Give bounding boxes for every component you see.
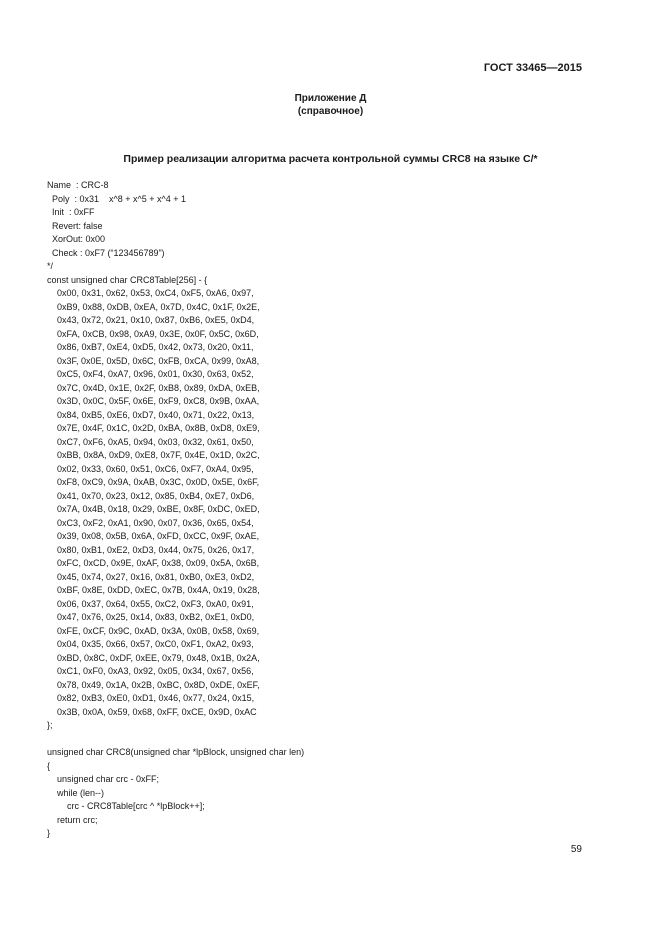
code-params [47,179,304,287]
table-row: 0xFC, 0xCD, 0x9E, 0xAF, 0x38, 0x09, 0x5A, 0x6B, [47,558,260,568]
table-row: 0xBD, 0x8C, 0xDF, 0xEE, 0x79, 0x48, 0x1B, 0x2A, [47,652,260,663]
table-row: 0x00, 0x31, 0x62, 0x53, 0xC4, 0xF5, 0xA6, 0x97, [47,288,254,298]
table-row: 0x3D, 0x0C, 0x5F, 0x6E, 0xF9, 0xC8, 0x9B, 0xAA, [47,396,260,406]
code-line: return crc; [47,814,98,825]
table-row: 0x7C, 0x4D, 0x1E, 0x2F, 0xB8, 0x89, 0xDA, 0xEB, [47,382,260,393]
table-row: 0x84, 0xB5, 0xE6, 0xD7, 0x40, 0x71, 0x22, 0x13, [47,409,255,420]
table-row: 0x3F, 0x0E, 0x5D, 0x6C, 0xFB, 0xCA, 0x99, 0xA8, [47,355,260,366]
code-line: const unsigned char CRC8Table[256] - { [47,274,208,285]
crc8-function [47,746,304,841]
page-number: 59 [570,844,582,855]
table-row: 0xC5, 0xF4, 0xA7, 0x96, 0x01, 0x30, 0x63, 0x52, [47,369,254,379]
code-listing [47,179,304,841]
appendix-subtitle: (справочное) [297,106,364,117]
code-gap [47,733,304,747]
table-row: 0x43, 0x72, 0x21, 0x10, 0x87, 0xB6, 0xE5, 0xD4, [47,315,255,325]
code-line: Poly : 0x31 x^8 + x^5 + x^4 + 1 [47,193,186,204]
table-row: 0x39, 0x08, 0x5B, 0x6A, 0xFD, 0xCC, 0x9F, 0xAE, [47,531,260,541]
code-line: unsigned char CRC8(unsigned char *lpBlock, unsigned char len) [47,747,305,757]
section-title: Пример реализации алгоритма расчета контрольной суммы CRC8 на языке C/* [123,153,538,165]
table-row: 0x78, 0x49, 0x1A, 0x2B, 0xBC, 0x8D, 0xDE, 0xEF, [47,679,260,690]
table-row: 0xB9, 0x88, 0xDB, 0xEA, 0x7D, 0x4C, 0x1F, 0x2E, [47,301,260,312]
table-row: 0x04, 0x35, 0x66, 0x57, 0xC0, 0xF1, 0xA2, 0x93, [47,639,254,649]
table-row: 0xC3, 0xF2, 0xA1, 0x90, 0x07, 0x36, 0x65, 0x54, [47,517,254,528]
table-row: 0x45, 0x74, 0x27, 0x16, 0x81, 0xB0, 0xE3, 0xD2, [47,571,255,582]
table-row: 0x7E, 0x4F, 0x1C, 0x2D, 0xBA, 0x8B, 0xD8, 0xE9, [47,423,260,433]
code-line: */ [47,261,54,271]
table-row: 0xBB, 0x8A, 0xD9, 0xE8, 0x7F, 0x4E, 0x1D, 0x2C, [47,450,260,460]
code-line: }; [47,720,53,730]
table-row: 0x7A, 0x4B, 0x18, 0x29, 0xBE, 0x8F, 0xDC, 0xED, [47,504,260,514]
code-line: Check : 0xF7 (“123456789”) [47,247,165,258]
code-line: { [47,760,51,771]
table-row: 0xFA, 0xCB, 0x98, 0xA9, 0x3E, 0x0F, 0x5C, 0x6D, [47,328,259,339]
code-line: Init : 0xFF [47,207,95,217]
code-line: Name : CRC-8 [47,180,109,190]
table-row: 0x3B, 0x0A, 0x59, 0x68, 0xFF, 0xCE, 0x9D, 0xAC [47,706,257,717]
appendix-heading [0,92,661,118]
table-row: 0x06, 0x37, 0x64, 0x55, 0xC2, 0xF3, 0xA0, 0x91, [47,598,254,609]
code-line: while (len--) [47,787,105,798]
document-header: ГОСТ 33465—2015 [483,62,582,74]
code-line: crc - CRC8Table[crc ^ *lpBlock++]; [47,801,205,811]
appendix-title: Приложение Д [294,93,367,104]
table-row: 0xBF, 0x8E, 0xDD, 0xEC, 0x7B, 0x4A, 0x19, 0x28, [47,585,260,595]
table-row: 0x82, 0xB3, 0xE0, 0xD1, 0x46, 0x77, 0x24, 0x15, [47,693,255,703]
table-row: 0xF8, 0xC9, 0x9A, 0xAB, 0x3C, 0x0D, 0x5E, 0x6F, [47,477,260,487]
table-row: 0x86, 0xB7, 0xE4, 0xD5, 0x42, 0x73, 0x20, 0x11, [47,342,254,352]
code-line: Revert: false [47,220,103,231]
table-row: 0x41, 0x70, 0x23, 0x12, 0x85, 0xB4, 0xE7, 0xD6, [47,490,255,501]
table-row: 0x80, 0xB1, 0xE2, 0xD3, 0x44, 0x75, 0x26, 0x17, [47,544,255,555]
crc8-table [47,287,304,719]
table-row: 0x02, 0x33, 0x60, 0x51, 0xC6, 0xF7, 0xA4, 0x95, [47,463,254,474]
table-row: 0x47, 0x76, 0x25, 0x14, 0x83, 0xB2, 0xE1, 0xD0, [47,612,255,622]
table-row: 0xC7, 0xF6, 0xA5, 0x94, 0x03, 0x32, 0x61, 0x50, [47,436,254,447]
table-row: 0xFE, 0xCF, 0x9C, 0xAD, 0x3A, 0x0B, 0x58, 0x69, [47,625,260,636]
code-line: XorOut: 0x00 [47,234,106,244]
code-line: unsigned char crc - 0xFF; [47,774,160,784]
table-row: 0xC1, 0xF0, 0xA3, 0x92, 0x05, 0x34, 0x67, 0x56, [47,666,254,676]
code-line: } [47,828,51,838]
